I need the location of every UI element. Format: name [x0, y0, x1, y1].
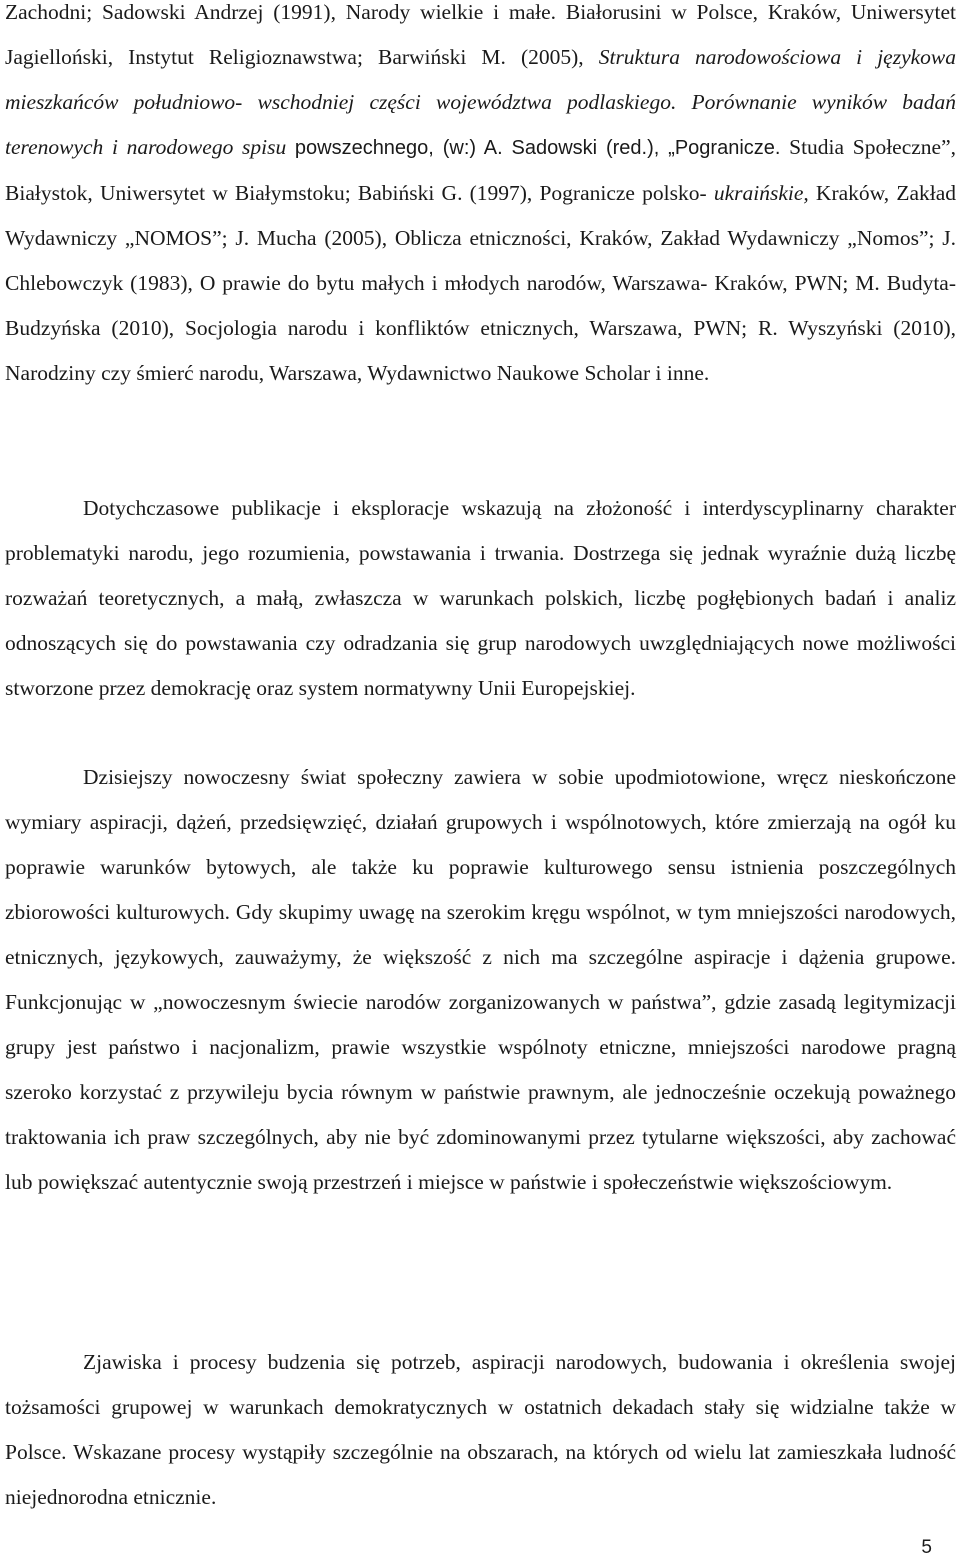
bibliography-segment-4: Studia Społeczne”, Białystok, Uniwersytet w Białymstoku; Babiński G. (1997), Pogranicze polsko-	[5, 135, 957, 205]
bibliography-segment-5-italic: ukraińskie,	[713, 181, 809, 205]
bibliography-segment-3: powszechnego, (w:) A. Sadowski (red.), „Pogranicze.	[294, 137, 781, 159]
bibliography-segment-2-italic: Struktura narodowościowa i językowa mieszkańców południowo- wschodniej części województwa podlaskiego. Porównanie wyników badań terenowych i narodowego spisu	[5, 45, 957, 159]
body-paragraph-3: Zjawiska i procesy budzenia się potrzeb, aspiracji narodowych, budowania i określenia swojej tożsamości grupowej w warunkach demokratycznych w ostatnich dekadach stały się widzialne także w Polsce. Wskazane procesy wystąpiły szczególnie na obszarach, na których od wielu lat zamieszkała ludność niejednorodna etnicznie.	[5, 1350, 956, 1509]
bibliography-segment-1: Zachodni; Sadowski Andrzej (1991), Narody wielkie i małe. Białorusini w Polsce, Kraków, Uniwersytet Jagielloński, Instytut Religioznawstwa; Barwiński M. (2005),	[5, 0, 956, 69]
body-paragraph-2: Dzisiejszy nowoczesny świat społeczny zawiera w sobie upodmiotowione, wręcz nieskończone wymiary aspiracji, dążeń, przedsięwzięć, działań grupowych i wspólnotowych, które zmierzają na ogół ku poprawie warunków bytowych, ale także ku poprawie kulturowego sensu istnienia poszczególnych zbiorowości kulturowych. Gdy skupimy uwagę na szerokim kręgu wspólnot, w tym mniejszości narodowych, etnicznych, językowych, zauważymy, że większość z nich ma szczególne aspiracje i dążenia grupowe. Funkcjonując w „nowoczesnym świecie narodów zorganizowanych w państwa”, gdzie zasadą legitymizacji grupy jest państwo i nacjonalizm, prawie wszystkie wspólnoty etniczne, mniejszości narodowe pragną szeroko korzystać z przywileju bycia równym w państwie prawnym, ale jednocześnie oczekują poważnego traktowania ich praw szczególnych, aby nie być zdominowanymi przez tytularne większości, aby zachować lub powiększać autentycznie swoją przestrzeń i miejsce w państwie i społeczeństwie większościowym.	[5, 765, 956, 1194]
page-number: 5	[921, 1537, 932, 1558]
bibliography-segment-6: Kraków, Zakład Wydawniczy „NOMOS”; J. Mucha (2005), Oblicza etniczności, Kraków, Zakład Wydawniczy „Nomos”; J. Chlebowczyk (1983), O prawie do bytu małych i młodych narodów, Warszawa- Kraków, PWN; M. Budyta- Budzyńska (2010), Socjologia narodu i konfliktów etnicznych, Warszawa, PWN; R. Wyszyński (2010), Narodziny czy śmierć narodu, Warszawa, Wydawnictwo Naukowe Scholar i inne.	[5, 181, 957, 385]
bibliography-paragraph	[5, 0, 956, 396]
body-paragraph-1: Dotychczasowe publikacje i eksploracje wskazują na złożoność i interdyscyplinarny charakter problematyki narodu, jego rozumienia, powstawania i trwania. Dostrzega się jednak wyraźnie dużą liczbę rozważań teoretycznych, a małą, zwłaszcza w warunkach polskich, liczbę pogłębionych badań i analiz odnoszących się do powstawania czy odradzania się grup narodowych uwzględniających nowe możliwości stworzone przez demokrację oraz system normatywny Unii Europejskiej.	[5, 496, 956, 700]
